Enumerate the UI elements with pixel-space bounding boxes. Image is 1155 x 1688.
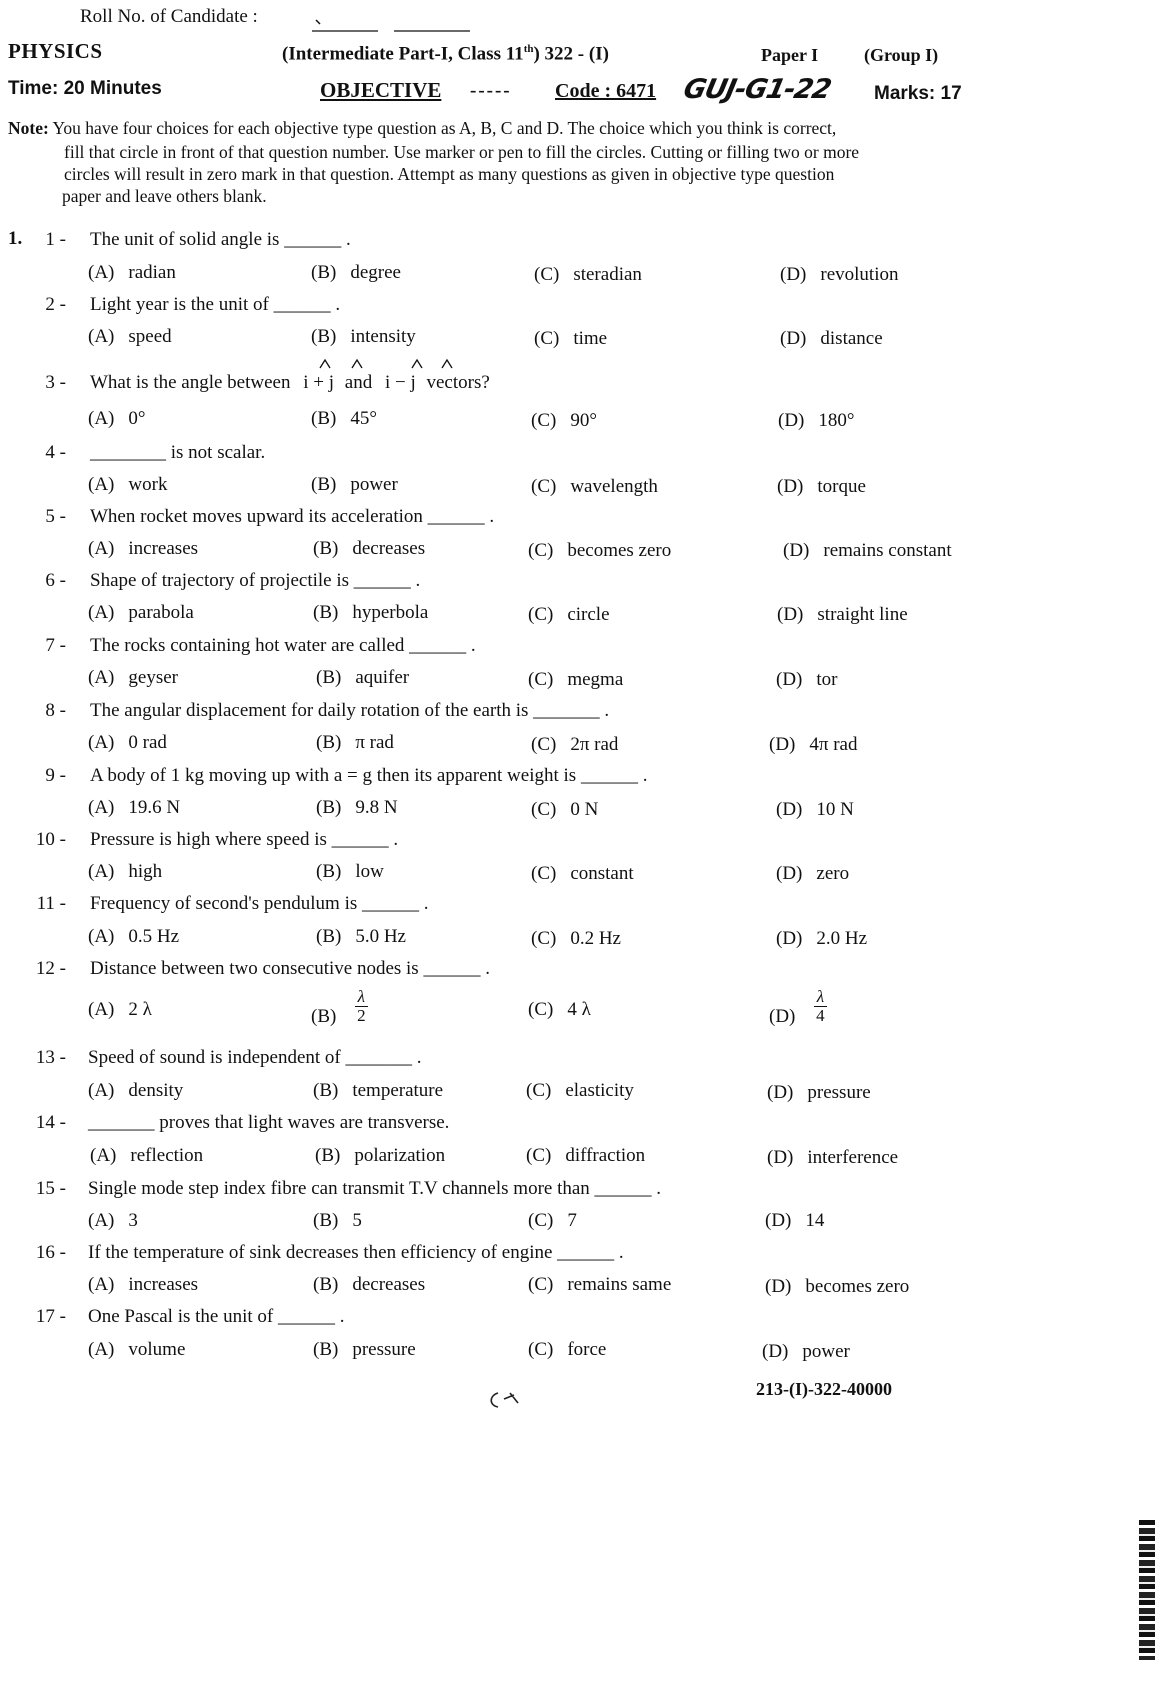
option-c: (C) 7 (528, 1210, 577, 1231)
option-b: (B) degree (311, 262, 401, 283)
option-a: (A) volume (88, 1339, 186, 1360)
total-marks: Marks: 17 (874, 83, 962, 104)
question-text: One Pascal is the unit of ______ . (88, 1306, 345, 1327)
option-c: (C) steradian (534, 264, 642, 285)
option-c: (C) becomes zero (528, 540, 672, 561)
question-text: The angular displacement for daily rotation of the earth is _______ . (90, 700, 610, 721)
footer-code: 213-(I)-322-40000 (756, 1379, 892, 1399)
option-b: (B) hyperbola (313, 602, 429, 623)
option-c: (C) diffraction (526, 1145, 646, 1166)
lambda-over-2: $\frac{\lambda}{2}$ (357, 987, 366, 1025)
lambda-over-4: $\frac{\lambda}{4}$ (816, 987, 825, 1025)
option-d: (D) pressure (767, 1082, 871, 1103)
option-a: (A) speed (88, 326, 172, 347)
question-text: The unit of solid angle is ______ . (90, 229, 351, 250)
question-text: Light year is the unit of ______ . (90, 294, 341, 315)
question-text: Single mode step index fibre can transmit T.V channels more than ______ . (88, 1178, 662, 1199)
option-b: (B) temperature (313, 1080, 444, 1101)
option-b: (B) 9.8 N (316, 797, 398, 818)
roll-number-label: Roll No. of Candidate : (80, 6, 258, 27)
option-d: (D) zero (776, 863, 850, 884)
option-d: (D) distance (780, 328, 883, 349)
option-a: (A) 3 (88, 1210, 138, 1231)
option-c: (C) time (534, 328, 608, 349)
option-c: (C) circle (528, 604, 610, 625)
note-line-3: circles will result in zero mark in that question. Attempt as many questions as given in objective type question (64, 164, 835, 184)
option-b: (B) 5.0 Hz (316, 926, 406, 947)
unit-vector-hats (318, 357, 458, 371)
ink-scribble-mark (484, 1385, 534, 1415)
option-a: (A) increases (88, 538, 199, 559)
scan-edge-mark (1139, 1520, 1155, 1660)
class-info: (Intermediate Part-I, Class 11th) 322 - (I) (282, 43, 609, 65)
note-line-2: fill that circle in front of that question number. Use marker or pen to fill the circles. Cutting or filling two or more (64, 142, 860, 162)
note-line-1: Note: You have four choices for each objective type question as A, B, C and D. The choice which you think is correct, (8, 118, 837, 138)
option-d: (D) remains constant (783, 540, 952, 561)
question-text: A body of 1 kg moving up with a = g then its apparent weight is ______ . (90, 765, 648, 786)
option-d: (D) torque (777, 476, 866, 497)
option-c: (C) remains same (528, 1274, 672, 1295)
question-text: Pressure is high where speed is ______ . (90, 829, 399, 850)
option-d: (D) straight line (777, 604, 908, 625)
option-b: (B) power (311, 474, 398, 495)
exam-paper: Roll No. of Candidate : PHYSICS (Intermediate Part-I, Class 11th) 322 - (I) Paper I (Group I) Time: 20 Minutes OBJECTIVE ----- Code : 6471 GUJ-G1-22 Marks: 17 Note: You have four choices for each objective type question as A, B, C and D. The choice which you think is correct, fill that circle in front of that question number. Use marker or pen to fill the circles. Cutting or filling two or more circles will result in zero mark in that question. Attempt as many questions as given in objective type question paper and leave others blank. 1. 1 - The unit of solid angle is ______ . (A) radian (B) degree (C) steradian (D) revolution 2 - Light year is the unit of ______ . (A) speed (B) intensity (C) time (D) distance 3 - What is the angle between i + j and i − j vectors? (A) 0° (B) 45° (C) 90° (D) 180° 4 - ________ is not scalar. (A) work (B) power (C) wavelength (D) torque 5 - When rocket moves upward its acceleration ______ . (A) increases (B) decreases (C) becomes zero (D) remains constant 6 - Shape of trajectory of projectile is ______ . (A) parabola (B) hyperbola (C) circle (D) straight line 7 - The rocks containing hot water are called ______ . (A) geyser (B) aquifer (C) megma (D) tor 8 - The angular displacement for daily rotation of the earth is _______ . (A) 0 rad (B) π rad (C) 2π rad (D) 4π rad 9 - A body of 1 kg moving up with a = g then its apparent weight is ______ . (A) 19.6 N (B) 9.8 N (C) 0 N (D) 10 N 10 - Pressure is high where speed is ______ . (A) high (B) low (C) constant (D) zero 11 - Frequency of second's pendulum is ______ . (A) 0.5 Hz (B) 5.0 Hz (C) 0.2 Hz (D) 2.0 Hz 12 - Distance between two consecutive nodes is ______ . (A) 2 λ (B) $\frac{\lambda}{2}$ (C) 4 λ (D) $\frac{\lambda}{4}$ 13 - Speed of sound is independent of _______ . (A) density (B) temperature (C) elasticity (D) pressure 14 - _______ proves that light waves are transverse. (A) reflection (B) polarization (C) diffraction (D) interference 15 - Single mode step index fibre can transmit T.V channels more than ______ . (A) 3 (B) 5 (C) 7 (D) 14 16 - If the temperature of sink decreases then efficiency of engine ______ . (A) increases (B) decreases (C) remains same (D) becomes zero 17 - One Pascal is the unit of ______ . (A) volume (B) pressure (C) force (D) power 213-(I)-322-40000 (0, 0, 1155, 1688)
option-a: (A) parabola (88, 602, 194, 623)
option-c: (C) megma (528, 669, 624, 690)
vector-difference: i − j (384, 372, 416, 393)
option-c: (C) force (528, 1339, 607, 1360)
option-d: (D) 4π rad (769, 734, 858, 755)
option-c: (C) constant (531, 863, 634, 884)
objective-heading: OBJECTIVE (320, 78, 442, 102)
option-b: (B) π rad (316, 732, 394, 753)
option-c: (C) 0.2 Hz (531, 928, 621, 949)
option-d: (D) becomes zero (765, 1276, 910, 1297)
question-text: Frequency of second's pendulum is ______ . (90, 893, 429, 914)
option-c: (C) wavelength (531, 476, 658, 497)
section-number: 1. (8, 228, 23, 249)
option-b: (B) $\frac{\lambda}{2}$ (311, 987, 366, 1027)
option-a: (A) reflection (90, 1145, 204, 1166)
option-d: (D) interference (767, 1147, 899, 1168)
handwritten-paper-mark: GUJ-G1-22 (680, 74, 834, 105)
option-d: (D) power (762, 1341, 850, 1362)
option-d: (D) tor (776, 669, 838, 690)
option-b: (B) 45° (311, 408, 377, 429)
option-a: (A) 0 rad (88, 732, 167, 753)
question-text: The rocks containing hot water are called ______ . (90, 635, 476, 656)
question-text: What is the angle between i + j and i − j vectors? (90, 372, 490, 393)
paper-number: Paper I (761, 45, 819, 65)
option-a: (A) high (88, 861, 163, 882)
question-text: Distance between two consecutive nodes is ______ . (90, 958, 490, 979)
option-a: (A) 2 λ (88, 999, 152, 1020)
option-a: (A) density (88, 1080, 184, 1101)
question-text: Shape of trajectory of projectile is ______ . (90, 570, 421, 591)
option-c: (C) elasticity (526, 1080, 634, 1101)
option-c: (C) 90° (531, 410, 597, 431)
group-number: (Group I) (864, 45, 939, 65)
option-a: (A) 0° (88, 408, 146, 429)
option-d: (D) 2.0 Hz (776, 928, 868, 949)
question-text: If the temperature of sink decreases then efficiency of engine ______ . (88, 1242, 624, 1263)
option-a: (A) 0.5 Hz (88, 926, 180, 947)
option-d: (D) 10 N (776, 799, 854, 820)
option-a: (A) radian (88, 262, 176, 283)
paper-code: Code : 6471 (555, 80, 657, 102)
option-a: (A) geyser (88, 667, 178, 688)
option-b: (B) aquifer (316, 667, 410, 688)
subject-title: PHYSICS (8, 39, 103, 63)
option-c: (C) 4 λ (528, 999, 591, 1020)
option-b: (B) polarization (315, 1145, 446, 1166)
note-line-4: paper and leave others blank. (62, 186, 267, 206)
option-a: (A) increases (88, 1274, 199, 1295)
option-c: (C) 0 N (531, 799, 599, 820)
question-text: ________ is not scalar. (90, 442, 266, 463)
option-a: (A) 19.6 N (88, 797, 181, 818)
time-allowed: Time: 20 Minutes (8, 78, 162, 99)
vector-sum: i + j (303, 372, 335, 393)
option-d: (D) 180° (778, 410, 855, 431)
question-text: Speed of sound is independent of _______ . (88, 1047, 422, 1068)
option-b: (B) decreases (313, 538, 426, 559)
option-b: (B) intensity (311, 326, 416, 347)
question-text: _______ proves that light waves are transverse. (88, 1112, 450, 1133)
option-c: (C) 2π rad (531, 734, 619, 755)
option-d: (D) revolution (780, 264, 899, 285)
heading-dashes: ----- (470, 80, 512, 101)
option-d: (D) 14 (765, 1210, 825, 1231)
option-b: (B) low (316, 861, 384, 882)
question-text: When rocket moves upward its acceleration ______ . (90, 506, 495, 527)
roll-number-blank (298, 10, 478, 34)
option-a: (A) work (88, 474, 168, 495)
option-d: (D) $\frac{\lambda}{4}$ (769, 987, 825, 1027)
option-b: (B) pressure (313, 1339, 416, 1360)
option-b: (B) decreases (313, 1274, 426, 1295)
option-b: (B) 5 (313, 1210, 362, 1231)
